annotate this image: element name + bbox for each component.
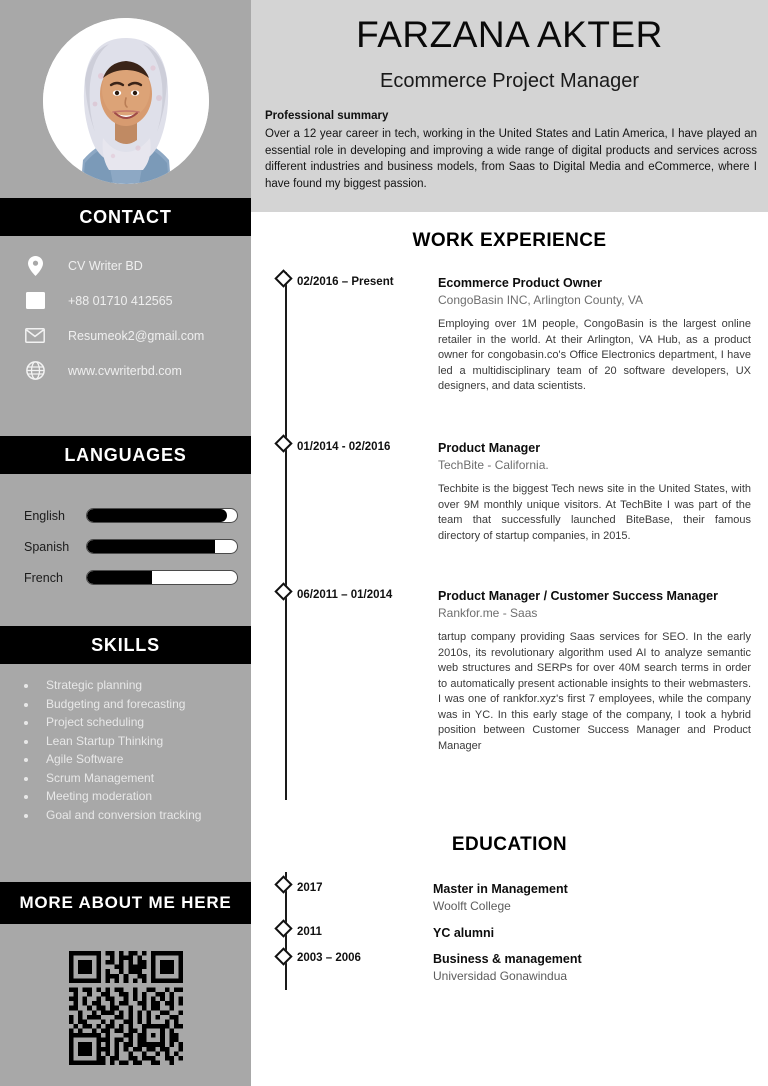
bullet-icon [24,777,28,781]
section-header-languages: LANGUAGES [0,436,251,474]
language-level-fill [87,571,152,584]
language-level-fill [87,540,215,553]
timeline-marker-icon [274,434,292,452]
work-entry-title: Ecommerce Product Owner [438,276,602,290]
language-item-spanish [0,531,251,562]
profile-photo-image [43,18,209,184]
language-label: English [24,508,65,523]
section-title-education: EDUCATION [451,834,568,855]
education-entry-title: Business & management [433,952,582,966]
contact-item-phone[interactable] [0,283,251,318]
contact-item-website[interactable] [0,353,251,388]
skills-list [0,678,251,826]
language-level-bar [86,508,238,523]
timeline-marker-icon [274,919,292,937]
language-label: Spanish [24,539,70,554]
summary-text: Over a 12 year career in tech, working in the United States and Latin America, I have played an essential role in developing and improving a wide range of digital products and services across different industries and business models, from Saas to Digital Media and eCommerce, where I have found my biggest passion. [265,128,757,190]
bullet-icon [24,758,28,762]
skill-item [0,789,251,808]
contact-website-text: www.cvwriterbd.com [68,363,182,378]
skill-label: Agile Software [46,752,124,766]
avatar [43,18,209,184]
bullet-icon [24,721,28,725]
summary-heading: Professional summary [265,110,389,122]
education-entry-title: Master in Management [433,882,568,896]
skill-label: Meeting moderation [46,789,153,803]
sidebar [0,0,251,1086]
work-entry-org: TechBite - California. [438,458,549,472]
page-title: FARZANA AKTER [356,14,663,55]
skill-item [0,808,251,827]
language-level-bar [86,570,238,585]
contact-phone-text: +88 01710 412565 [68,293,173,308]
work-entry-description: tartup company providing Saas services for SEO. In the early 2010s, its revolutionary algorithm used AI to analyze semantic web structures and SERPs for over 40M search terms in order to automatically present actionable insights to their webmasters. I was one of rankfor.xyz's first 7 employees, while the company was in YC. In this early stage of the company, I took a hybrid position between Customer Success Manager and Product Manager [438,631,751,752]
work-entry-org: CongoBasin INC, Arlington County, VA [438,293,643,307]
qr-code-icon [69,951,183,1065]
contact-item-location[interactable] [0,248,251,283]
phone-icon [22,288,48,314]
globe-icon [22,358,48,384]
work-entry-date: 01/2014 - 02/2016 [297,441,391,453]
bullet-icon [24,684,28,688]
skill-item [0,752,251,771]
section-title-work-experience: WORK EXPERIENCE [412,230,607,251]
timeline-line-work [285,272,287,800]
section-header-skills: SKILLS [0,626,251,664]
skill-label: Project scheduling [46,715,145,729]
work-entry-date: 02/2016 – Present [297,276,394,288]
timeline-marker-icon [274,947,292,965]
envelope-icon [22,323,48,349]
education-entry-date: 2017 [297,882,323,894]
education-entry-org: Universidad Gonawindua [433,969,568,983]
languages-list [0,500,251,593]
language-item-english [0,500,251,531]
job-role-subtitle: Ecommerce Project Manager [380,70,639,92]
section-header-more-about-me: MORE ABOUT ME HERE [0,882,251,924]
location-pin-icon [22,253,48,279]
skill-label: Scrum Management [46,770,155,785]
education-entry-date: 2011 [297,926,322,938]
bullet-icon [24,703,28,707]
skill-label: Strategic planning [46,678,143,692]
bullet-icon [24,795,28,799]
skill-item [0,697,251,716]
work-entry-description: Employing over 1M people, CongoBasin is the largest online retailer in the world. At their Arlington, VA Hub, as a product owner for congobasin.co's Office Electronics department, I have led a multidisciplinary team of 20 software developers, UX designers, and data scientists. [438,318,751,392]
language-label: French [24,570,63,585]
contact-location-text: CV Writer BD [68,258,143,273]
language-item-french [0,562,251,593]
education-entry-title: YC alumni [433,926,495,940]
contact-list [0,248,251,388]
education-entry-date: 2003 – 2006 [297,952,361,964]
timeline-marker-icon [274,269,292,287]
work-entry-org: Rankfor.me - Saas [438,606,538,620]
skill-item [0,678,251,697]
bullet-icon [24,814,28,818]
contact-item-email[interactable] [0,318,251,353]
work-entry-date: 06/2011 – 01/2014 [297,589,393,601]
work-entry-description: Techbite is the biggest Tech news site in the United States, with over 9M monthly unique visitors. At TechBite I was part of the team that successfully launched BiteBase, their famous directory of startup companies, in 2015. [438,483,751,542]
skill-item [0,715,251,734]
work-entry-title: Product Manager / Customer Success Manager [438,589,718,603]
language-level-bar [86,539,238,554]
skill-label: Lean Startup Thinking [46,733,164,748]
main-content [251,0,768,1086]
language-level-fill [87,509,227,522]
skill-item [0,734,251,753]
skill-label: Budgeting and forecasting [46,696,186,711]
qr-code[interactable] [69,951,183,1065]
contact-email-text: Resumeok2@gmail.com [68,328,205,343]
skill-label: Goal and conversion tracking [46,807,202,822]
work-entry-title: Product Manager [438,441,541,455]
education-entry-org: Woolft College [433,899,511,913]
section-header-contact: CONTACT [0,198,251,236]
bullet-icon [24,740,28,744]
skill-item [0,771,251,790]
timeline-marker-icon [274,582,292,600]
timeline-marker-icon [274,875,292,893]
